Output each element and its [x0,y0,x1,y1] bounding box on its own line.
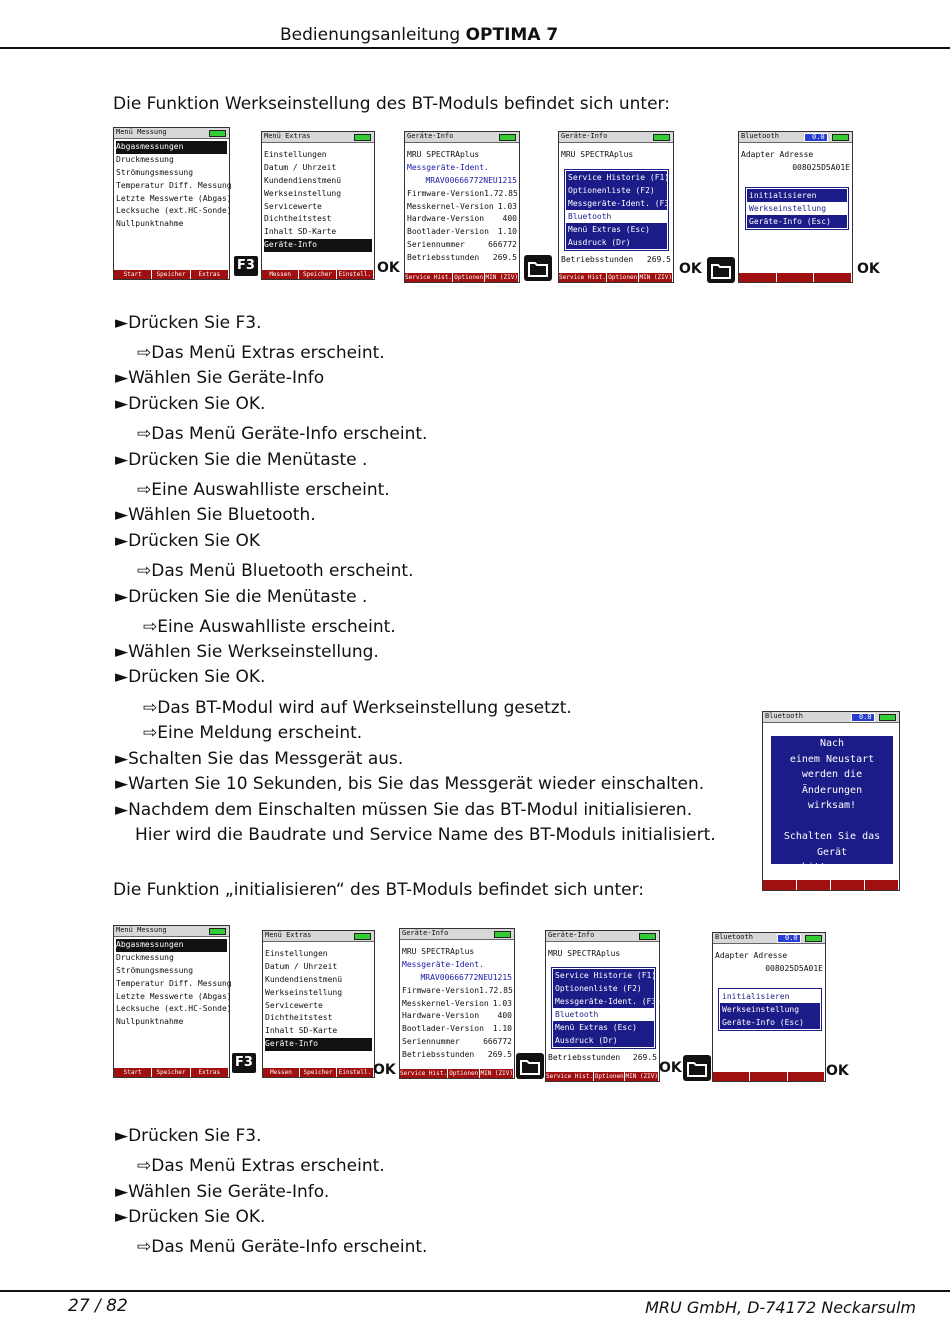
screen-title: Menü Messung [116,128,167,136]
battery-icon [832,134,849,141]
bluetooth-status-icon [777,934,801,943]
step-item: ►Nachdem dem Einschalten müssen Sie das BT-Modul initialisieren. [115,800,693,820]
battery-icon [653,134,670,141]
menu-item: Werkseinstellung [264,188,342,198]
popup-menu [565,170,674,250]
fkey-label: Speicher [152,1068,190,1077]
menu-folder-icon [707,257,735,283]
ok-key-label: OK [679,261,702,277]
info-key: Betriebsstunden [402,1050,475,1060]
ok-key-label: OK [857,261,880,277]
battery-icon [209,130,226,137]
info-key: Firmware-Version [402,985,480,995]
menu-item: Abgasmessungen [116,141,227,154]
screen-title: Geräte-Info [402,929,449,937]
popup-menu [746,188,848,229]
battery-icon [354,933,371,940]
info-value: 1.03 [497,201,517,211]
popup-item: Optionenliste (F2) [555,984,642,993]
fkey-label: Speicher [152,270,190,279]
popup-item: Optionenliste (F2) [568,186,655,195]
menu-folder-icon [683,1055,711,1081]
info-value: 1.10 [497,227,517,237]
ident-value: MRAV00666772NEU1215 [425,175,517,185]
menu-item: Temperatur Diff. Messung [116,180,232,190]
menu-item: Druckmessung [116,952,174,962]
info-value: 400 [497,1011,512,1021]
menu-item: Servicewerte [265,1000,323,1010]
fkey-label: Messen [263,1068,300,1077]
info-key: Betriebsstunden [548,1053,621,1062]
step-item: ►Wählen Sie Geräte-Info. [115,1182,330,1202]
screen-menu-extras-2 [262,930,375,1078]
screen-title: Geräte-Info [548,931,595,939]
fkey-label: Start [114,1068,152,1077]
ident-label: Messgeräte-Ident. [402,959,484,969]
info-value: 400 [502,214,517,224]
restart-message [771,736,893,873]
info-value: 1.72.85 [479,985,513,995]
menu-item: Kundendienstmenü [264,175,342,185]
popup-item: initialisieren [720,990,820,1003]
screen-title: Menü Extras [265,931,312,939]
step-item: ►Wählen Sie Bluetooth. [115,505,316,525]
step-item: ►Warten Sie 10 Sekunden, bis Sie das Messgerät wieder einschalten. [115,774,705,794]
screen-geraete-info [404,131,520,283]
popup-item: Ausdruck (Dr) [568,238,631,247]
popup-item: Messgeräte-Ident. (F3) [555,997,661,1006]
step-result: ⇨Das BT-Modul wird auf Werkseinstellung gesetzt. [143,698,572,718]
bt-value: 0.0 [859,713,872,721]
info-key: Messkernel-Version [402,998,489,1008]
screen-title: Menü Extras [264,132,311,140]
fkey-label: MIN (ZIV) [480,1070,513,1077]
footer-rule [0,1290,950,1292]
step-item: ►Drücken Sie OK. [115,1207,266,1227]
popup-item: Werkseinstellung [722,1005,800,1014]
menu-item: Inhalt SD-Karte [265,1026,338,1036]
fkey-label: Service Hist. [400,1070,447,1077]
info-value: 1.10 [492,1024,512,1034]
f3-key-icon: F3 [232,1053,256,1073]
popup-item: Geräte-Info (Esc) [722,1018,804,1027]
page-number: 27 / 82 [68,1296,128,1316]
screen-bluetooth [738,131,853,283]
info-key: Bootlader-Version [402,1024,484,1034]
step-item: ►Wählen Sie Werkseinstellung. [115,642,379,662]
screen-title: Geräte-Info [407,132,454,140]
fkey-label: MIN (ZIV) [625,1073,658,1080]
info-key: Betriebsstunden [407,253,480,263]
battery-icon [354,134,371,141]
popup-item: Werkseinstellung [747,202,847,215]
menu-item: Einstellungen [264,150,327,159]
info-value: 269.5 [632,1053,657,1062]
popup-item: Menü Extras (Esc) [568,225,650,234]
info-value: 269.5 [646,255,671,264]
fkey-label: Extras [191,270,229,279]
info-key: Messkernel-Version [407,201,494,211]
info-value: 269.5 [487,1050,512,1060]
menu-item: Nullpunktnahme [116,219,184,229]
menu-item: Servicewerte [264,201,322,211]
info-value: 666772 [483,1037,512,1047]
info-key: Hardware-Version [407,214,485,224]
screen-bluetooth-2 [712,932,826,1082]
message-line: Schalten Sie das Gerät [783,831,881,858]
menu-item: Temperatur Diff. Messung [116,978,232,988]
step-result: ⇨Das Menü Extras erscheint. [137,1156,385,1176]
info-key: Firmware-Version [407,188,485,198]
fkey-label: Start [114,270,152,279]
header-title-prefix: Bedienungsanleitung [280,25,461,45]
fkey-label: Service Hist. [405,274,452,281]
bluetooth-status-icon [804,133,828,142]
adapter-value: 008025D5A01E [765,963,823,973]
step-item: ►Drücken Sie die Menütaste . [115,587,368,607]
popup-item: Bluetooth [566,210,667,223]
fkey-label: Service Hist. [559,274,606,281]
bt-value: 0.0 [785,934,798,942]
screen-title: Menü Messung [116,926,167,934]
fkey-label: Einstell. [337,270,374,279]
step-result: ⇨Eine Auswahlliste erscheint. [137,480,390,500]
popup-item: Service Historie (F1) [568,173,670,182]
fkey-label: Einstell. [337,1068,374,1077]
menu-folder-icon [516,1053,544,1079]
adapter-value: 008025D5A01E [792,162,850,172]
info-key: Seriennummer [407,240,465,250]
menu-item: Geräte-Info [264,239,372,252]
screen-title: Bluetooth [765,712,803,720]
popup-item: Menü Extras (Esc) [555,1023,637,1032]
step-result: ⇨Das Menü Geräte-Info erscheint. [137,1237,428,1257]
fkey-label: Optionen [448,1069,481,1078]
popup-item: Bluetooth [553,1008,654,1021]
bt-value: 0.0 [812,133,825,141]
menu-item: Strömungsmessung [116,167,194,177]
step-item: ►Drücken Sie OK [115,531,261,551]
f3-key-icon: F3 [234,256,258,276]
message-line: wirksam! [807,800,857,811]
battery-icon [494,931,511,938]
menu-item: Druckmessung [116,154,174,164]
menu-item: Dichtheitstest [265,1013,333,1023]
menu-item: Lecksuche (ext.HC-Sonde) [116,1004,232,1014]
intro-initialisieren: Die Funktion „initialisieren“ des BT-Moduls befindet sich unter: [113,880,645,900]
menu-item: Nullpunktnahme [116,1017,184,1027]
menu-item: Letzte Messwerte (Abgas) [116,991,232,1001]
battery-icon [805,935,822,942]
menu-item: Letzte Messwerte (Abgas) [116,193,232,203]
menu-item: Geräte-Info [265,1038,372,1051]
popup-item: Ausdruck (Dr) [555,1036,618,1045]
step-note: Hier wird die Baudrate und Service Name des BT-Moduls initialisiert. [135,825,716,845]
message-line: werden die [801,769,863,780]
page-header [280,25,558,45]
header-title-product: OPTIMA 7 [465,25,559,45]
info-value: 666772 [488,240,517,250]
step-item: ►Drücken Sie F3. [115,1126,262,1146]
menu-item: Strömungsmessung [116,965,194,975]
company-name: MRU GmbH, D-74172 Neckarsulm [645,1298,916,1317]
ident-value: MRAV00666772NEU1215 [420,972,512,982]
popup-item: Service Historie (F1) [555,971,657,980]
device-model: MRU SPECTRAplus [407,150,480,159]
fkey-label: Speicher [300,1068,337,1077]
menu-item: Dichtheitstest [264,214,332,224]
step-result: ⇨Eine Meldung erscheint. [143,723,363,743]
info-value: 1.03 [492,998,512,1008]
fkey-label: MIN (ZIV) [485,274,518,281]
menu-item: Einstellungen [265,949,328,958]
step-item: ►Drücken Sie OK. [115,667,266,687]
bluetooth-status-icon [851,713,875,722]
info-value: 1.72.85 [484,188,518,198]
screen-geraete-popup-2 [545,930,660,1082]
menu-item: Inhalt SD-Karte [264,227,337,237]
screen-title: Bluetooth [741,132,779,140]
ok-key-label: OK [373,1062,396,1078]
step-item: ►Schalten Sie das Messgerät aus. [115,749,404,769]
popup-item: initialisieren [749,191,817,200]
message-line: Änderungen [801,784,863,796]
ok-key-label: OK [826,1063,849,1079]
battery-icon [209,928,226,935]
screen-bt-message [762,711,900,891]
step-result: ⇨Das Menü Bluetooth erscheint. [137,561,414,581]
adapter-label: Adapter Adresse [715,951,788,960]
menu-item: Kundendienstmenü [265,974,343,984]
step-item: ►Drücken Sie die Menütaste . [115,450,368,470]
battery-icon [639,933,656,940]
popup-item: Geräte-Info (Esc) [749,217,831,226]
header-rule [0,47,950,49]
message-line: Nach [819,738,845,749]
info-key: Bootlader-Version [407,227,489,237]
info-key: Seriennummer [402,1037,460,1047]
device-model: MRU SPECTRAplus [402,947,475,956]
screen-menu-messung [113,127,230,280]
fkey-label: Speicher [299,270,336,279]
menu-folder-icon [524,255,552,281]
fkey-label: Optionen [594,1073,624,1080]
fkey-label: Extras [191,1068,229,1077]
screen-title: Bluetooth [715,933,753,941]
info-value: 269.5 [492,253,517,263]
info-key: Betriebsstunden [561,255,634,264]
intro-werkseinstellung: Die Funktion Werkseinstellung des BT-Moduls befindet sich unter: [113,94,670,114]
screen-geraete-info-2 [399,928,515,1079]
device-model: MRU SPECTRAplus [561,150,634,159]
battery-icon [499,134,516,141]
step-item: ►Drücken Sie OK. [115,394,266,414]
screen-menu-messung-2 [113,925,230,1078]
step-result: ⇨Das Menü Extras erscheint. [137,343,385,363]
screen-geraete-popup [558,131,674,283]
step-result: ⇨Das Menü Geräte-Info erscheint. [137,424,428,444]
ok-key-label: OK [377,260,400,276]
popup-menu [719,989,821,1030]
fkey-label: Messen [262,270,299,279]
menu-item: Lecksuche (ext.HC-Sonde) [116,206,232,216]
menu-item: Datum / Uhrzeit [264,162,337,172]
ok-key-label: OK [659,1060,682,1076]
ident-label: Messgeräte-Ident. [407,162,489,172]
fkey-label: Optionen [453,273,486,282]
step-item: ►Drücken Sie F3. [115,313,262,333]
menu-item: Datum / Uhrzeit [265,961,338,971]
fkey-label: Service Hist. [546,1073,593,1080]
menu-item: Werkseinstellung [265,987,343,997]
message-line: einem Neustart [789,753,875,765]
menu-item: Abgasmessungen [116,939,227,952]
device-model: MRU SPECTRAplus [548,949,621,958]
screen-title: Geräte-Info [561,132,608,140]
screen-menu-extras [261,131,375,280]
message-line: bitte aus. [801,862,863,873]
popup-item: Messgeräte-Ident. (F3) [568,199,674,208]
step-item: ►Wählen Sie Geräte-Info [115,368,325,388]
popup-menu [552,968,661,1048]
fkey-label: Optionen [607,273,640,282]
step-result: ⇨Eine Auswahlliste erscheint. [143,617,396,637]
adapter-label: Adapter Adresse [741,150,814,159]
battery-icon [879,714,896,721]
fkey-label: MIN (ZIV) [639,274,672,281]
info-key: Hardware-Version [402,1011,480,1021]
